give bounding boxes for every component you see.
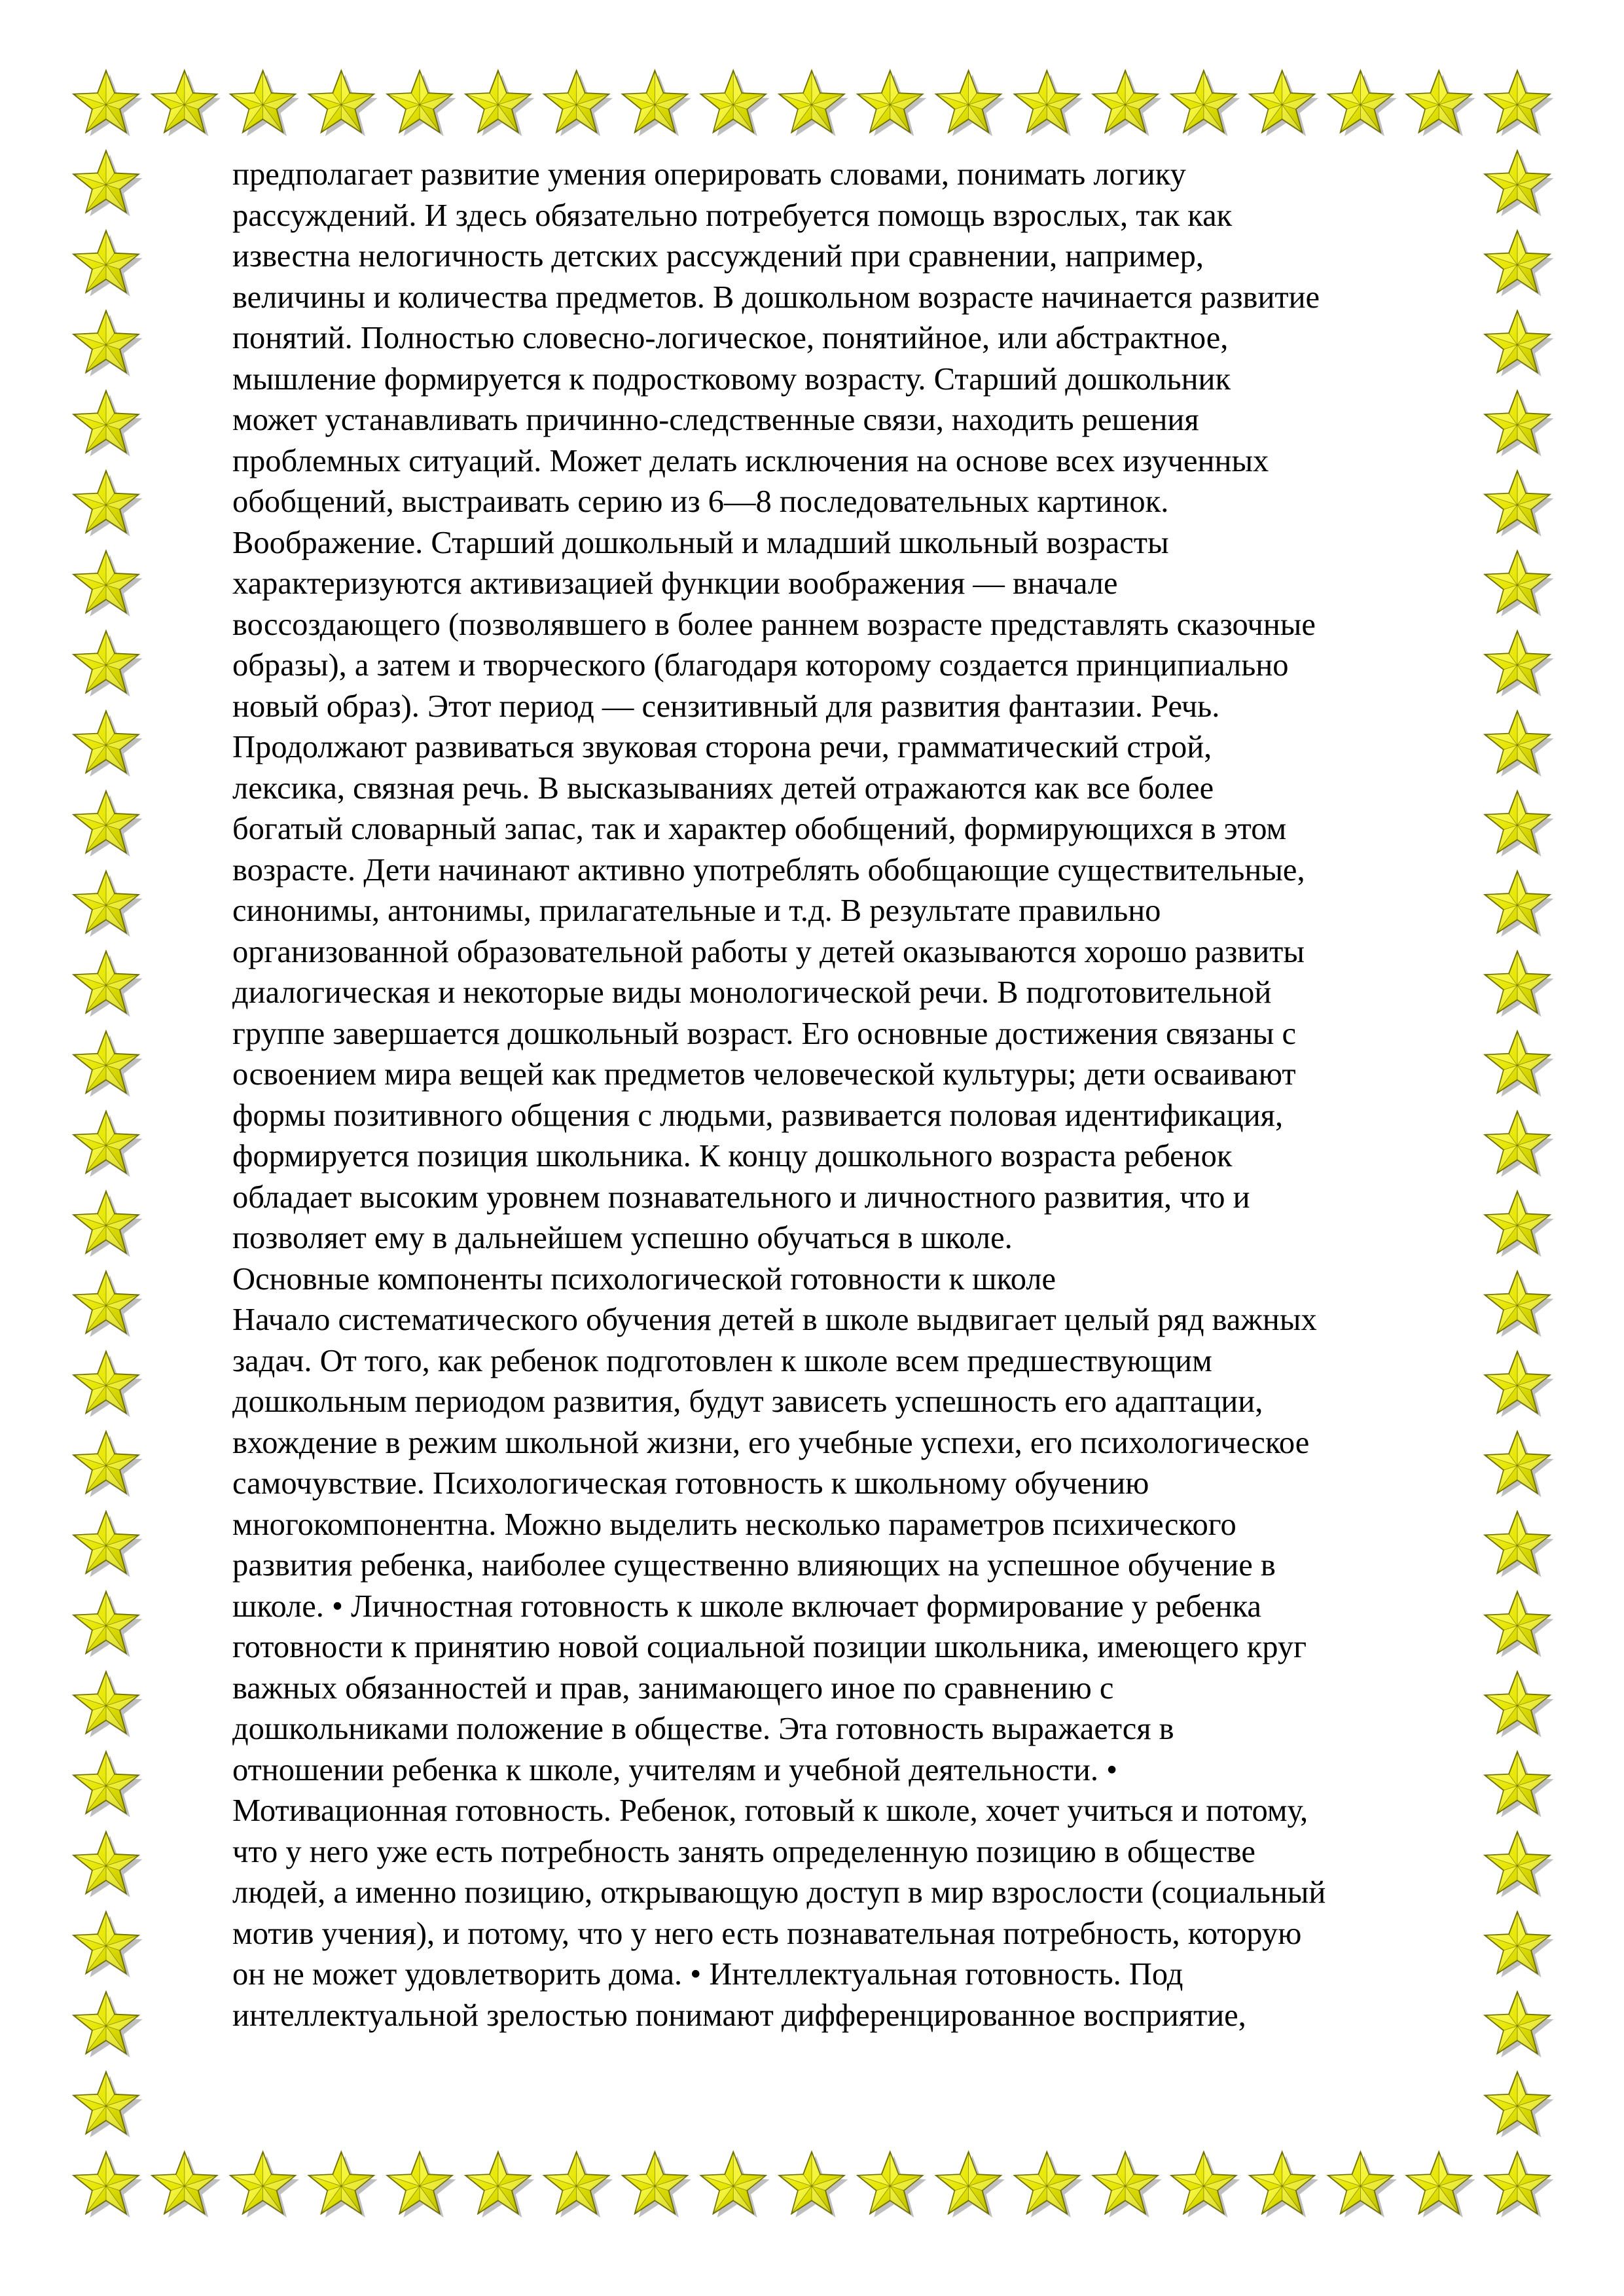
gold-star-icon	[74, 391, 143, 456]
gold-star-icon	[74, 631, 143, 696]
gold-star-icon	[74, 951, 143, 1016]
gold-star-icon	[74, 1992, 143, 2057]
text-line: лексика, связная речь. В высказываниях детей отражаются как все более	[232, 770, 1214, 806]
gold-star-icon	[1485, 2072, 1554, 2138]
text-line: формируется позиция школьника. К концу дошкольного возраста ребенок	[232, 1139, 1233, 1174]
gold-star-icon	[74, 1592, 143, 1657]
text-line: людей, а именно позицию, открывающую доступ в мир взрослости (социальный	[232, 1875, 1326, 1910]
gold-star-icon	[857, 2152, 926, 2217]
text-line: известна нелогичность детских рассуждений при сравнении, например,	[232, 239, 1204, 274]
gold-star-icon	[74, 2072, 143, 2138]
gold-star-icon	[74, 871, 143, 937]
text-line: важных обязанностей и прав, занимающего иное по сравнению с	[232, 1670, 1114, 1706]
text-line: диалогическая и некоторые виды монологической речи. В подготовительной	[232, 975, 1272, 1010]
text-line: школе. • Личностная готовность к школе включает формирование у ребенка	[232, 1588, 1261, 1624]
text-line: развития ребенка, наиболее существенно влияющих на успешное обучение в	[232, 1548, 1276, 1583]
gold-star-icon	[1328, 71, 1397, 136]
gold-star-icon	[74, 471, 143, 537]
text-line: богатый словарный запас, так и характер обобщений, формирующихся в этом	[232, 812, 1287, 846]
gold-star-icon	[388, 2152, 456, 2217]
gold-star-icon	[74, 1031, 143, 1097]
gold-star-icon	[309, 71, 378, 136]
text-line: новый образ). Этот период — сензитивный для развития фантазии. Речь.	[232, 689, 1220, 724]
gold-star-icon	[701, 71, 770, 136]
gold-star-icon	[857, 71, 926, 136]
gold-star-icon	[74, 2152, 143, 2217]
text-line: задач. От того, как ребенок подготовлен к школе всем предшествующим	[232, 1343, 1212, 1378]
text-line: готовности к принятию новой социальной позиции школьника, имеющего круг	[232, 1630, 1307, 1664]
gold-star-icon	[74, 231, 143, 296]
text-line: отношении ребенка к школе, учителям и учебной деятельности. •	[232, 1752, 1118, 1787]
text-line: синонимы, антонимы, прилагательные и т.д. В результате правильно	[232, 893, 1161, 928]
text-line: предполагает развитие умения оперировать словами, понимать логику	[232, 157, 1186, 192]
text-line: обладает высоким уровнем познавательного и личностного развития, что и	[232, 1179, 1250, 1215]
gold-star-icon	[1250, 71, 1318, 136]
gold-star-icon	[1093, 71, 1162, 136]
text-line: может устанавливать причинно-следственные связи, находить решения	[232, 403, 1199, 437]
gold-star-icon	[936, 71, 1005, 136]
gold-star-icon	[465, 71, 534, 136]
text-line: обобщений, выстраивать серию из 6—8 последовательных картинок.	[232, 484, 1169, 519]
gold-star-icon	[74, 1752, 143, 1818]
gold-star-icon	[1015, 71, 1083, 136]
gold-star-icon	[74, 1272, 143, 1337]
text-line: группе завершается дошкольный возраст. Его основные достижения связаны с	[232, 1016, 1297, 1051]
text-line: формы позитивного общения с людьми, развивается половая идентификация,	[232, 1098, 1284, 1133]
gold-star-icon	[230, 2152, 299, 2217]
gold-star-icon	[388, 71, 456, 136]
text-line: образы), а затем и творческого (благодаря которому создается принципиально	[232, 648, 1289, 683]
text-line: возрасте. Дети начинают активно употреблять обобщающие существительные,	[232, 852, 1305, 888]
gold-star-icon	[623, 71, 691, 136]
gold-star-icon	[74, 1352, 143, 1417]
gold-star-icon	[701, 2152, 770, 2217]
text-line: организованной образовательной работы у детей оказываются хорошо развиты	[232, 934, 1305, 969]
text-line: понятий. Полностью словесно-логическое, понятийное, или абстрактное,	[232, 321, 1229, 355]
text-line: рассуждений. И здесь обязательно потребуется помощь взрослых, так как	[232, 198, 1233, 233]
text-line: многокомпонентна. Можно выделить несколько параметров психического	[232, 1507, 1236, 1542]
gold-star-icon	[74, 711, 143, 777]
gold-star-icon	[780, 2152, 848, 2217]
gold-star-icon	[465, 2152, 534, 2217]
gold-star-icon	[544, 2152, 613, 2217]
gold-star-icon	[544, 71, 613, 136]
gold-star-icon	[152, 2152, 221, 2217]
gold-star-icon	[74, 551, 143, 617]
gold-star-icon	[74, 1431, 143, 1497]
gold-star-icon	[74, 151, 143, 216]
gold-star-icon	[1171, 2152, 1240, 2217]
text-line: дошкольным периодом развития, будут зависеть успешность его адаптации,	[232, 1384, 1263, 1419]
gold-star-icon	[1407, 71, 1475, 136]
gold-star-icon	[74, 791, 143, 857]
text-line: что у него уже есть потребность занять определенную позицию в обществе	[232, 1834, 1255, 1869]
gold-star-icon	[74, 1111, 143, 1177]
gold-star-icon	[74, 1512, 143, 1577]
text-line: Мотивационная готовность. Ребенок, готовый к школе, хочет учиться и потому,	[232, 1793, 1308, 1828]
gold-star-icon	[309, 2152, 378, 2217]
text-line: воссоздающего (позволявшего в более раннем возрасте представлять сказочные	[232, 607, 1316, 642]
gold-star-icon	[1485, 2152, 1554, 2217]
document-body	[232, 154, 1509, 2036]
text-line: мотив учения), и потому, что у него есть познавательная потребность, которую	[232, 1916, 1302, 1951]
gold-star-icon	[1485, 71, 1554, 136]
gold-star-icon	[780, 71, 848, 136]
text-line: вхождение в режим школьной жизни, его учебные успехи, его психологическое	[232, 1425, 1310, 1460]
text-line: он не может удовлетворить дома. • Интеллектуальная готовность. Под	[232, 1957, 1183, 1992]
text-line: Продолжают развиваться звуковая сторона речи, грамматический строй,	[232, 730, 1212, 764]
text-line: интеллектуальной зрелостью понимают дифференцированное восприятие,	[232, 1998, 1246, 2033]
gold-star-icon	[152, 71, 221, 136]
gold-star-icon	[1250, 2152, 1318, 2217]
text-line: мышление формируется к подростковому возрасту. Старший дошкольник	[232, 361, 1231, 397]
text-line: характеризуются активизацией функции воображения — вначале	[232, 566, 1118, 601]
gold-star-icon	[1407, 2152, 1475, 2217]
gold-star-icon	[74, 71, 143, 136]
gold-star-icon	[74, 1912, 143, 1977]
text-line: Начало систематического обучения детей в школе выдвигает целый ряд важных	[232, 1302, 1317, 1337]
text-line: Основные компоненты психологической готовности к школе	[232, 1261, 1056, 1297]
gold-star-icon	[1328, 2152, 1397, 2217]
gold-star-icon	[74, 311, 143, 376]
text-line: дошкольниками положение в обществе. Эта готовность выражается в	[232, 1712, 1174, 1746]
gold-star-icon	[936, 2152, 1005, 2217]
text-line: освоением мира вещей как предметов человеческой культуры; дети осваивают	[232, 1057, 1296, 1092]
gold-star-icon	[1171, 71, 1240, 136]
text-line: позволяет ему в дальнейшем успешно обучаться в школе.	[232, 1221, 1013, 1255]
gold-star-icon	[74, 1832, 143, 1897]
text-line: самочувствие. Психологическая готовность к школьному обучению	[232, 1466, 1149, 1501]
gold-star-icon	[1093, 2152, 1162, 2217]
gold-star-icon	[74, 1191, 143, 1257]
text-line: проблемных ситуаций. Может делать исключения на основе всех изученных	[232, 443, 1269, 478]
text-line: величины и количества предметов. В дошкольном возрасте начинается развитие	[232, 279, 1320, 315]
gold-star-icon	[74, 1672, 143, 1737]
gold-star-icon	[1015, 2152, 1083, 2217]
text-line: Воображение. Старший дошкольный и младший школьный возрасты	[232, 525, 1169, 560]
gold-star-icon	[623, 2152, 691, 2217]
gold-star-icon	[230, 71, 299, 136]
